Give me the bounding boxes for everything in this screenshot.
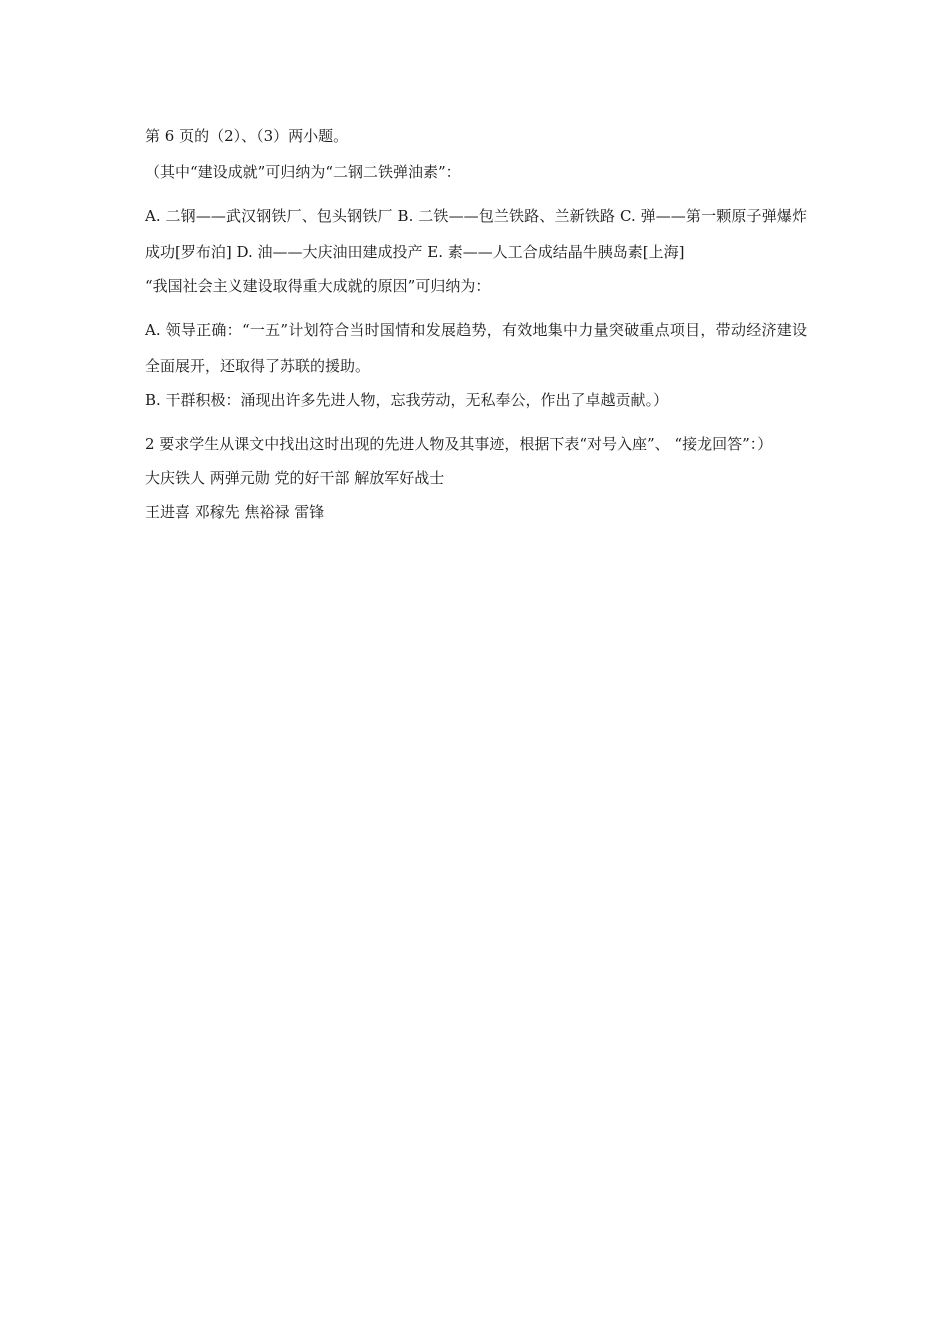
text-line-8: 大庆铁人 两弹元勋 党的好干部 解放军好战士 (145, 469, 445, 487)
paragraph-task: 2 要求学生从课文中找出这时出现的先进人物及其事迹，根据下表“对号入座”、 “接龙回答”：） (145, 435, 773, 453)
paragraph-leadership: A. 领导正确：“一五”计划符合当时国情和发展趋势，有效地集中力量突破重点项目，带动经济建设全面展开，还取得了苏联的援助。 (145, 321, 807, 375)
document-body (145, 126, 807, 522)
text-line-6: B. 干群积极：涌现出许多先进人物，忘我劳动，无私奉公，作出了卓越贡献。） (145, 391, 669, 409)
text-line-9: 王进喜 邓稼先 焦裕禄 雷锋 (145, 503, 325, 521)
text-line-4: “我国社会主义建设取得重大成就的原因”可归纳为： (145, 277, 491, 295)
text-line-1: 第 6 页的（2）、（3）两小题。 (145, 127, 349, 145)
paragraph-construction-achievements: A. 二钢——武汉钢铁厂、包头钢铁厂 B. 二铁——包兰铁路、兰新铁路 C. 弹——第一颗原子弹爆炸成功[罗布泊] D. 油——大庆油田建成投产 E. 素——人工合成结晶牛胰岛素[上海] (145, 207, 807, 261)
text-line-2: （其中“建设成就”可归纳为“二钢二铁弹油素”： (145, 163, 461, 181)
